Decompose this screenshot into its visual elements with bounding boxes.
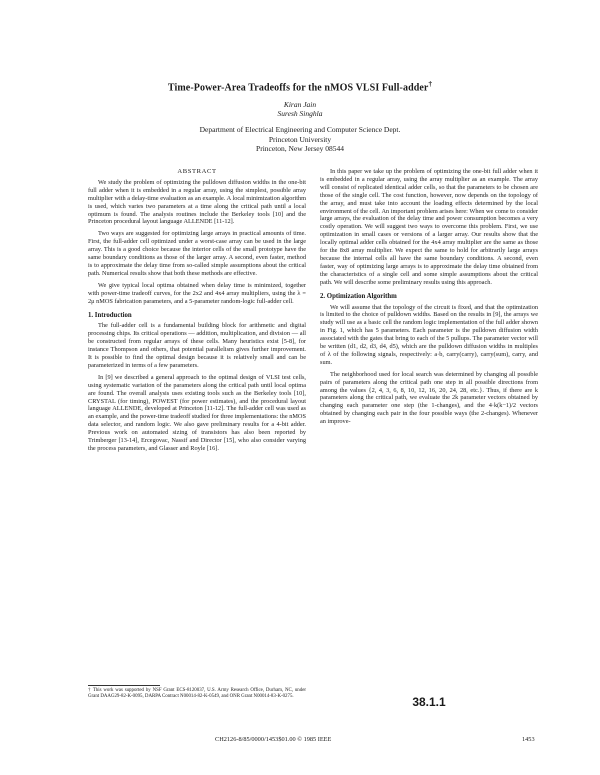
session-number: 38.1.1 — [412, 695, 446, 709]
affiliation-line: Princeton University — [268, 134, 332, 144]
right-column — [320, 168, 538, 430]
section2-heading: 2. Optimization Algorithm — [320, 292, 397, 300]
introduction-paragraph: In [9] we described a general approach to the optimal design of VLSI test cells, using systematic variation of the parameters along the critical path until local optima are found. The overall analysis uses existing tools such as the Berkeley tools [10], CRYSTAL (for timing), POWEST (for power estimates), and the procedural layout language ALLENDE, developed at Princeton [11-12]. The full-adder cell was used as an example, and the power-time tradeoff studied for three implementations: the nMOS data selector, and random logic. We also gave preliminary results for a 4-bit adder. Previous work on automated sizing of transistors has also been reported by Trimberger [13-14], Ercegovac, Nassif and Director [15], who also consider varying the process parameters, and Glasser and Royle [16]. — [88, 373, 306, 452]
paper-title-text: Time-Power-Area Tradeoffs for the nMOS VLSI Full-adder — [167, 82, 429, 94]
affiliation-line: Princeton, New Jersey 08544 — [256, 144, 344, 153]
page-number: 1453 — [522, 736, 535, 743]
introduction-paragraph: The full-adder cell is a fundamental building block for arithmetic and digital processing chips. Its critical operations — addition, multiplication, and division — all be constructed from regular arrays of these cells. Many heuristics exist [5-8], for instance Thompson and others, that potential parallelism gives further improvement. It is possible to find the optimal design because it is relatively small and can be parameterized in terms of a few parameters. — [88, 322, 306, 369]
section2-paragraph: We will assume that the topology of the circuit is fixed, and that the optimization is limited to the choice of pulldown widths. Based on the results in [9], the arrays we study will use as a basic cell the random logic implementation of the full adder shown in Fig. 1, which has 5 parameters. Each parameter is the pulldown diffusion width associated with the gates that bring to each of the 5 pullups. The parameter vector will be written (d1, d2, d3, d4, d5), which are the pulldown diffusion widths in multiples of λ of the following signals, respectively: a·b, carry(carry), carry(sum), carry, and sum. — [320, 303, 538, 366]
affiliation — [0, 125, 600, 154]
abstract-paragraph: We give typical local optima obtained when delay time is minimized, together with power-time tradeoff curves, for the 2x2 and 4x4 array multipliers, using the λ = 2μ nMOS fabrication parameters, and a 5-parameter random-logic full-adder cell. — [88, 281, 306, 305]
copyright-code: CH2126-8/85/0000/1453$01.00 © 1985 IEEE — [215, 736, 332, 743]
abstract-heading: ABSTRACT — [177, 168, 217, 175]
paper-title — [0, 80, 600, 93]
title-footnote-mark: † — [428, 80, 433, 88]
author-name: Kiran Jain — [283, 100, 317, 109]
author-list — [0, 100, 600, 118]
introduction-heading: 1. Introduction — [88, 311, 132, 319]
funding-footnote: † This work was supported by NSF Grant ECS-8120037, U.S. Army Research Office, Durham, NC, under Grant DAAG29-82-K-0095, DARPA Contract N00014-82-K-0549, and ONR Grant N00014-83-K-0275. — [88, 688, 306, 699]
affiliation-line: Department of Electrical Engineering and Computer Science Dept. — [199, 125, 401, 134]
abstract-paragraph: Two ways are suggested for optimizing large arrays in practical amounts of time. First, the full-adder cell optimized under a worst-case array can be used in the large array. This is a good choice because the interior cells of the small prototype have the same boundary conditions as those of the larger array. A second, even faster, method is to approximate the delay time from so-called simple assumptions about the critical path. Numerical results show that both these methods are effective. — [88, 230, 306, 277]
abstract-paragraph: We study the problem of optimizing the pulldown diffusion widths in the one-bit full adder when it is embedded in a regular array, using the simplest, possible array multiplier with a delay-time evaluation as an example. A local minimization algorithm is used, which varies two parameters at a time along the critical path until a local optimum is found. The analysis routines include the Berkeley tools [10] and the Princeton procedural layout language ALLENDE [11-12]. — [88, 178, 306, 226]
author-name: Suresh Singhla — [277, 109, 323, 118]
left-column — [88, 168, 306, 457]
footnote-divider — [88, 685, 160, 686]
body-paragraph: In this paper we take up the problem of optimizing the one-bit full adder when it is embedded in a regular array, using the array multiplier as an example. The array will consist of replicated identical adder cells, so that the parameters to be chosen are those of the single cell. The cost function, however, now depends on the topology of the array, and must take into account the loading effects determined by the local environment of the cell. An important problem arises here: When we come to consider large arrays, the evaluation of the delay time and power consumption becomes a very costly operation. We will suggest two ways to overcome this problem. First, we use optimization in small cases or versions of a larger array. Our results show that the locally optimal adder cells obtained for the 4x4 array multiplier are the same as those for the 8x8 array multiplier. We expect the same to hold for arbitrarily large arrays because the internal cells all have the same boundary conditions. A second, even faster, way of optimizing large arrays is to approximate the delay time obtained from the characteristics of a single cell and some simple assumptions about the critical path. We will describe some preliminary results using this approach. — [320, 168, 538, 286]
section2-paragraph: The neighborhood used for local search was determined by changing all possible pairs of parameters along the critical path one step in all possible directions from among the values {2, 4, 3, 6, 8, 10, 12, 16, 20, 24, 28, etc.}. Thus, if there are k parameters along the critical path, we evaluate the 2k parameter vectors obtained by changing each parameter one step (the 1-changes), and the 4·k(k−1)/2 vectors obtained by changing each pair in the four possible ways (the 2-changes). Whenever an improve- — [320, 370, 538, 426]
